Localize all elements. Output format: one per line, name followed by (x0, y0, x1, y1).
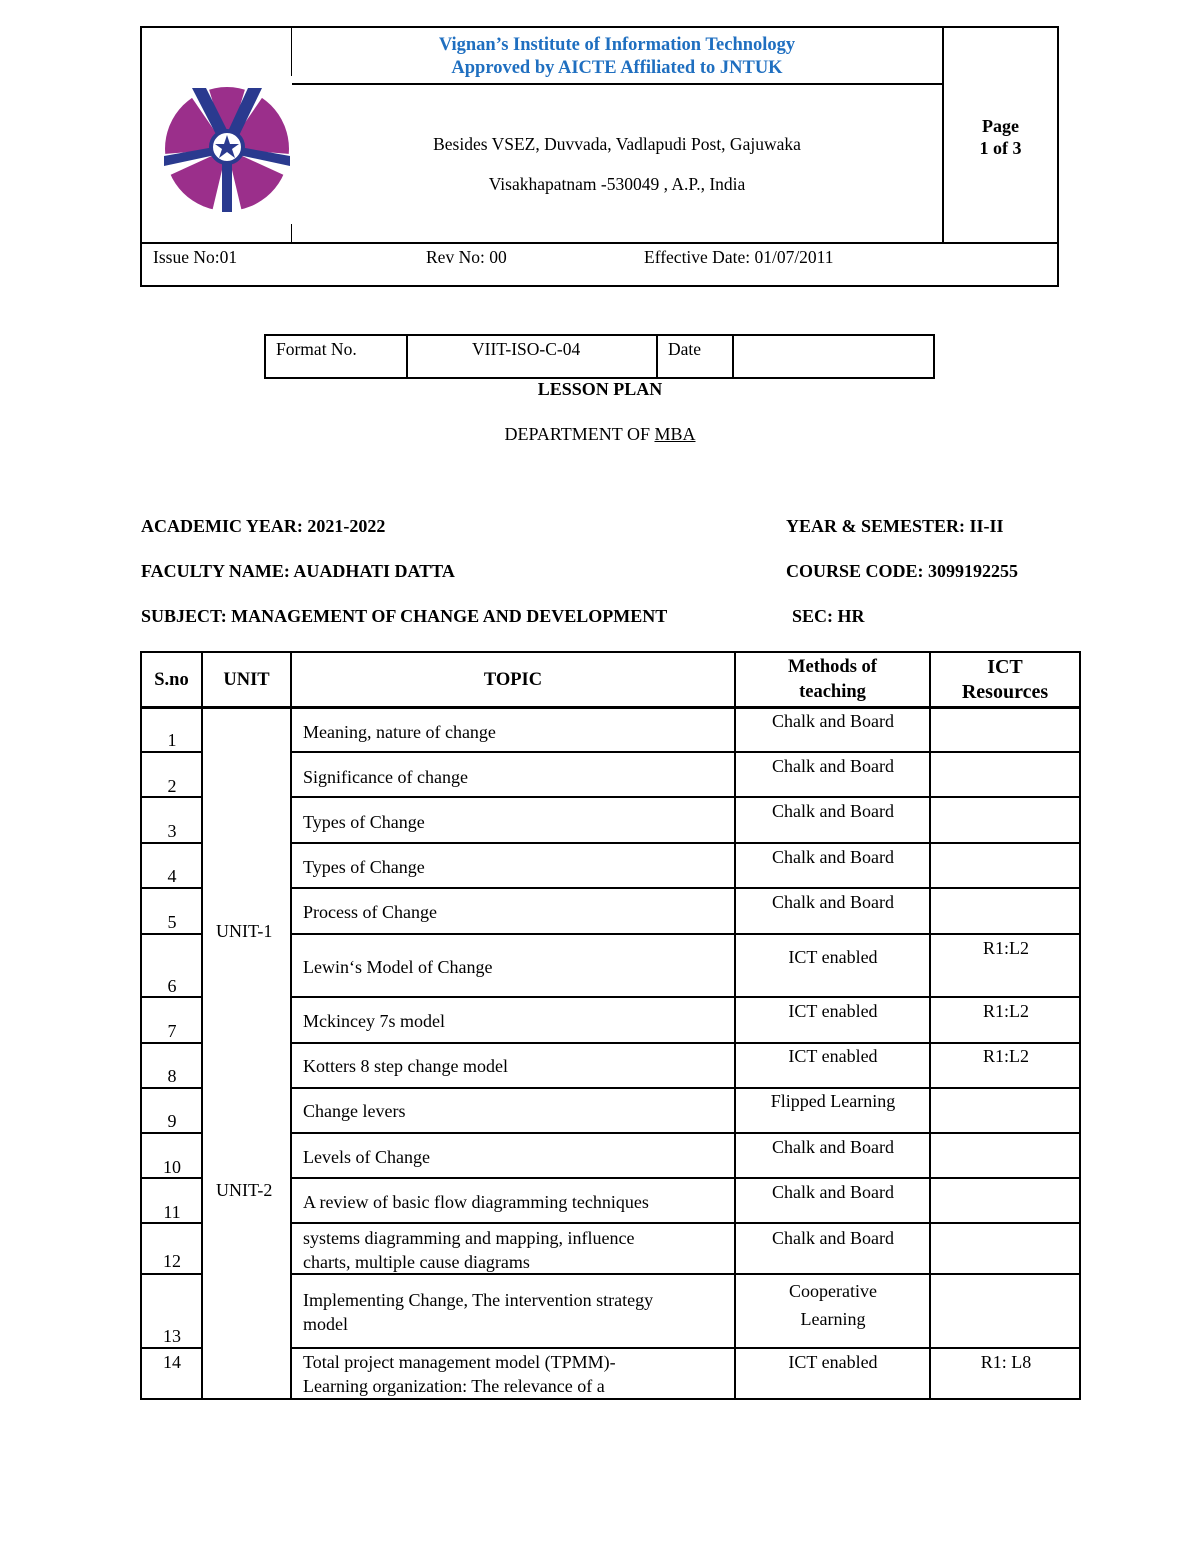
lesson-plan-table (140, 651, 1081, 1400)
row-topic (303, 1350, 733, 1398)
row-topic: Mckincey 7s model (303, 1011, 445, 1031)
effective-date: Effective Date: 01/07/2011 (644, 247, 834, 267)
row-method: Chalk and Board (772, 892, 894, 912)
row-topic: Process of Change (303, 902, 437, 922)
academic-year: ACADEMIC YEAR: 2021-2022 (141, 516, 386, 536)
row-topic-line2: Learning organization: The relevance of a (303, 1376, 605, 1396)
faculty-name: FACULTY NAME: AUADHATI DATTA (141, 561, 455, 581)
header-topic: TOPIC (483, 670, 543, 690)
unit-label: UNIT-1 (216, 921, 273, 941)
header-unit: UNIT (223, 670, 270, 690)
row-method: Chalk and Board (772, 1228, 894, 1248)
address-line-2: Visakhapatnam -530049 , A.P., India (488, 174, 746, 194)
department-prefix: DEPARTMENT OF (504, 424, 655, 444)
row-ict: R1:L2 (982, 1046, 1029, 1066)
row-method-line1: Cooperative (789, 1281, 877, 1301)
row-topic: Kotters 8 step change model (303, 1056, 508, 1076)
row-method: ICT enabled (788, 1001, 878, 1021)
row-topic: Lewin‘s Model of Change (303, 957, 493, 977)
revision-number: Rev No: 00 (426, 247, 507, 267)
row-ict: R1:L2 (982, 1001, 1029, 1021)
row-method: ICT enabled (788, 1046, 878, 1066)
row-ict: R1: L8 (980, 1352, 1032, 1372)
row-method: Flipped Learning (770, 1091, 896, 1111)
header-methods-line2: teaching (799, 682, 866, 702)
row-method: Chalk and Board (772, 1137, 894, 1157)
row-topic-line1: Total project management model (TPMM)- (303, 1352, 616, 1372)
date-value (734, 336, 744, 377)
row-topic: Significance of change (303, 767, 468, 787)
row-sno: 14 (163, 1352, 181, 1372)
page-indicator (944, 115, 1057, 159)
row-topic-line2: model (303, 1314, 348, 1334)
date-label: Date (668, 339, 702, 359)
row-topic (303, 1226, 733, 1274)
row-method: ICT enabled (788, 947, 878, 967)
institute-approval: Approved by AICTE Affiliated to JNTUK (451, 58, 783, 78)
row-topic: Types of Change (303, 857, 425, 877)
header-sno: S.no (154, 670, 189, 690)
row-sno: 13 (163, 1326, 181, 1346)
row-method: ICT enabled (788, 1352, 878, 1372)
document-title: LESSON PLAN (537, 379, 663, 399)
row-topic-line1: Implementing Change, The intervention strategy (303, 1290, 654, 1310)
format-box (264, 334, 935, 379)
row-sno: 12 (163, 1251, 181, 1271)
row-ict: R1:L2 (982, 938, 1029, 958)
row-sno: 5 (167, 912, 177, 932)
header-ict-line1: ICT (987, 656, 1023, 678)
year-semester: YEAR & SEMESTER: II-II (786, 516, 1004, 536)
row-sno: 7 (167, 1021, 177, 1041)
row-sno: 1 (167, 730, 177, 750)
row-topic: Change levers (303, 1101, 406, 1121)
row-topic: Levels of Change (303, 1147, 430, 1167)
row-method-line2: Learning (800, 1309, 866, 1329)
institute-name: Vignan’s Institute of Information Technology (438, 35, 796, 55)
department-heading (0, 424, 1200, 445)
row-sno: 4 (167, 866, 177, 886)
row-sno: 9 (167, 1111, 177, 1131)
subject: SUBJECT: MANAGEMENT OF CHANGE AND DEVELOPMENT (141, 606, 668, 626)
institute-logo (162, 84, 292, 214)
issue-number: Issue No:01 (153, 247, 238, 267)
header-ict (931, 655, 1079, 705)
row-sno: 11 (163, 1202, 181, 1222)
row-topic: Meaning, nature of change (303, 722, 496, 742)
unit-label: UNIT-2 (216, 1180, 273, 1200)
format-label: Format No. (276, 339, 357, 359)
row-method: Chalk and Board (772, 801, 894, 821)
row-sno: 6 (167, 976, 177, 996)
row-sno: 10 (163, 1157, 181, 1177)
institute-title (292, 34, 942, 80)
address-line-1: Besides VSEZ, Duvvada, Vadlapudi Post, Gajuwaka (433, 134, 801, 154)
page-value: 1 of 3 (979, 138, 1022, 158)
page-label: Page (982, 116, 1019, 136)
course-code: COURSE CODE: 3099192255 (786, 561, 1019, 581)
section: SEC: HR (792, 606, 865, 626)
row-sno: 2 (167, 776, 177, 796)
row-topic: Types of Change (303, 812, 425, 832)
header-methods-line1: Methods of (788, 657, 877, 677)
row-sno: 8 (167, 1066, 177, 1086)
row-method (736, 1277, 930, 1333)
row-method: Chalk and Board (772, 1182, 894, 1202)
row-sno: 3 (167, 821, 177, 841)
row-method: Chalk and Board (772, 756, 894, 776)
row-method: Chalk and Board (772, 847, 894, 867)
row-topic (303, 1288, 733, 1336)
header-ict-line2: Resources (961, 681, 1049, 703)
format-value: VIIT-ISO-C-04 (472, 339, 581, 359)
row-method: Chalk and Board (772, 711, 894, 731)
document-header (140, 26, 1059, 287)
department-name: MBA (654, 424, 696, 444)
row-topic: A review of basic flow diagramming techniques (303, 1192, 649, 1212)
row-topic-line2: charts, multiple cause diagrams (303, 1252, 530, 1272)
row-topic-line1: systems diagramming and mapping, influence (303, 1228, 635, 1248)
header-methods (736, 655, 929, 705)
